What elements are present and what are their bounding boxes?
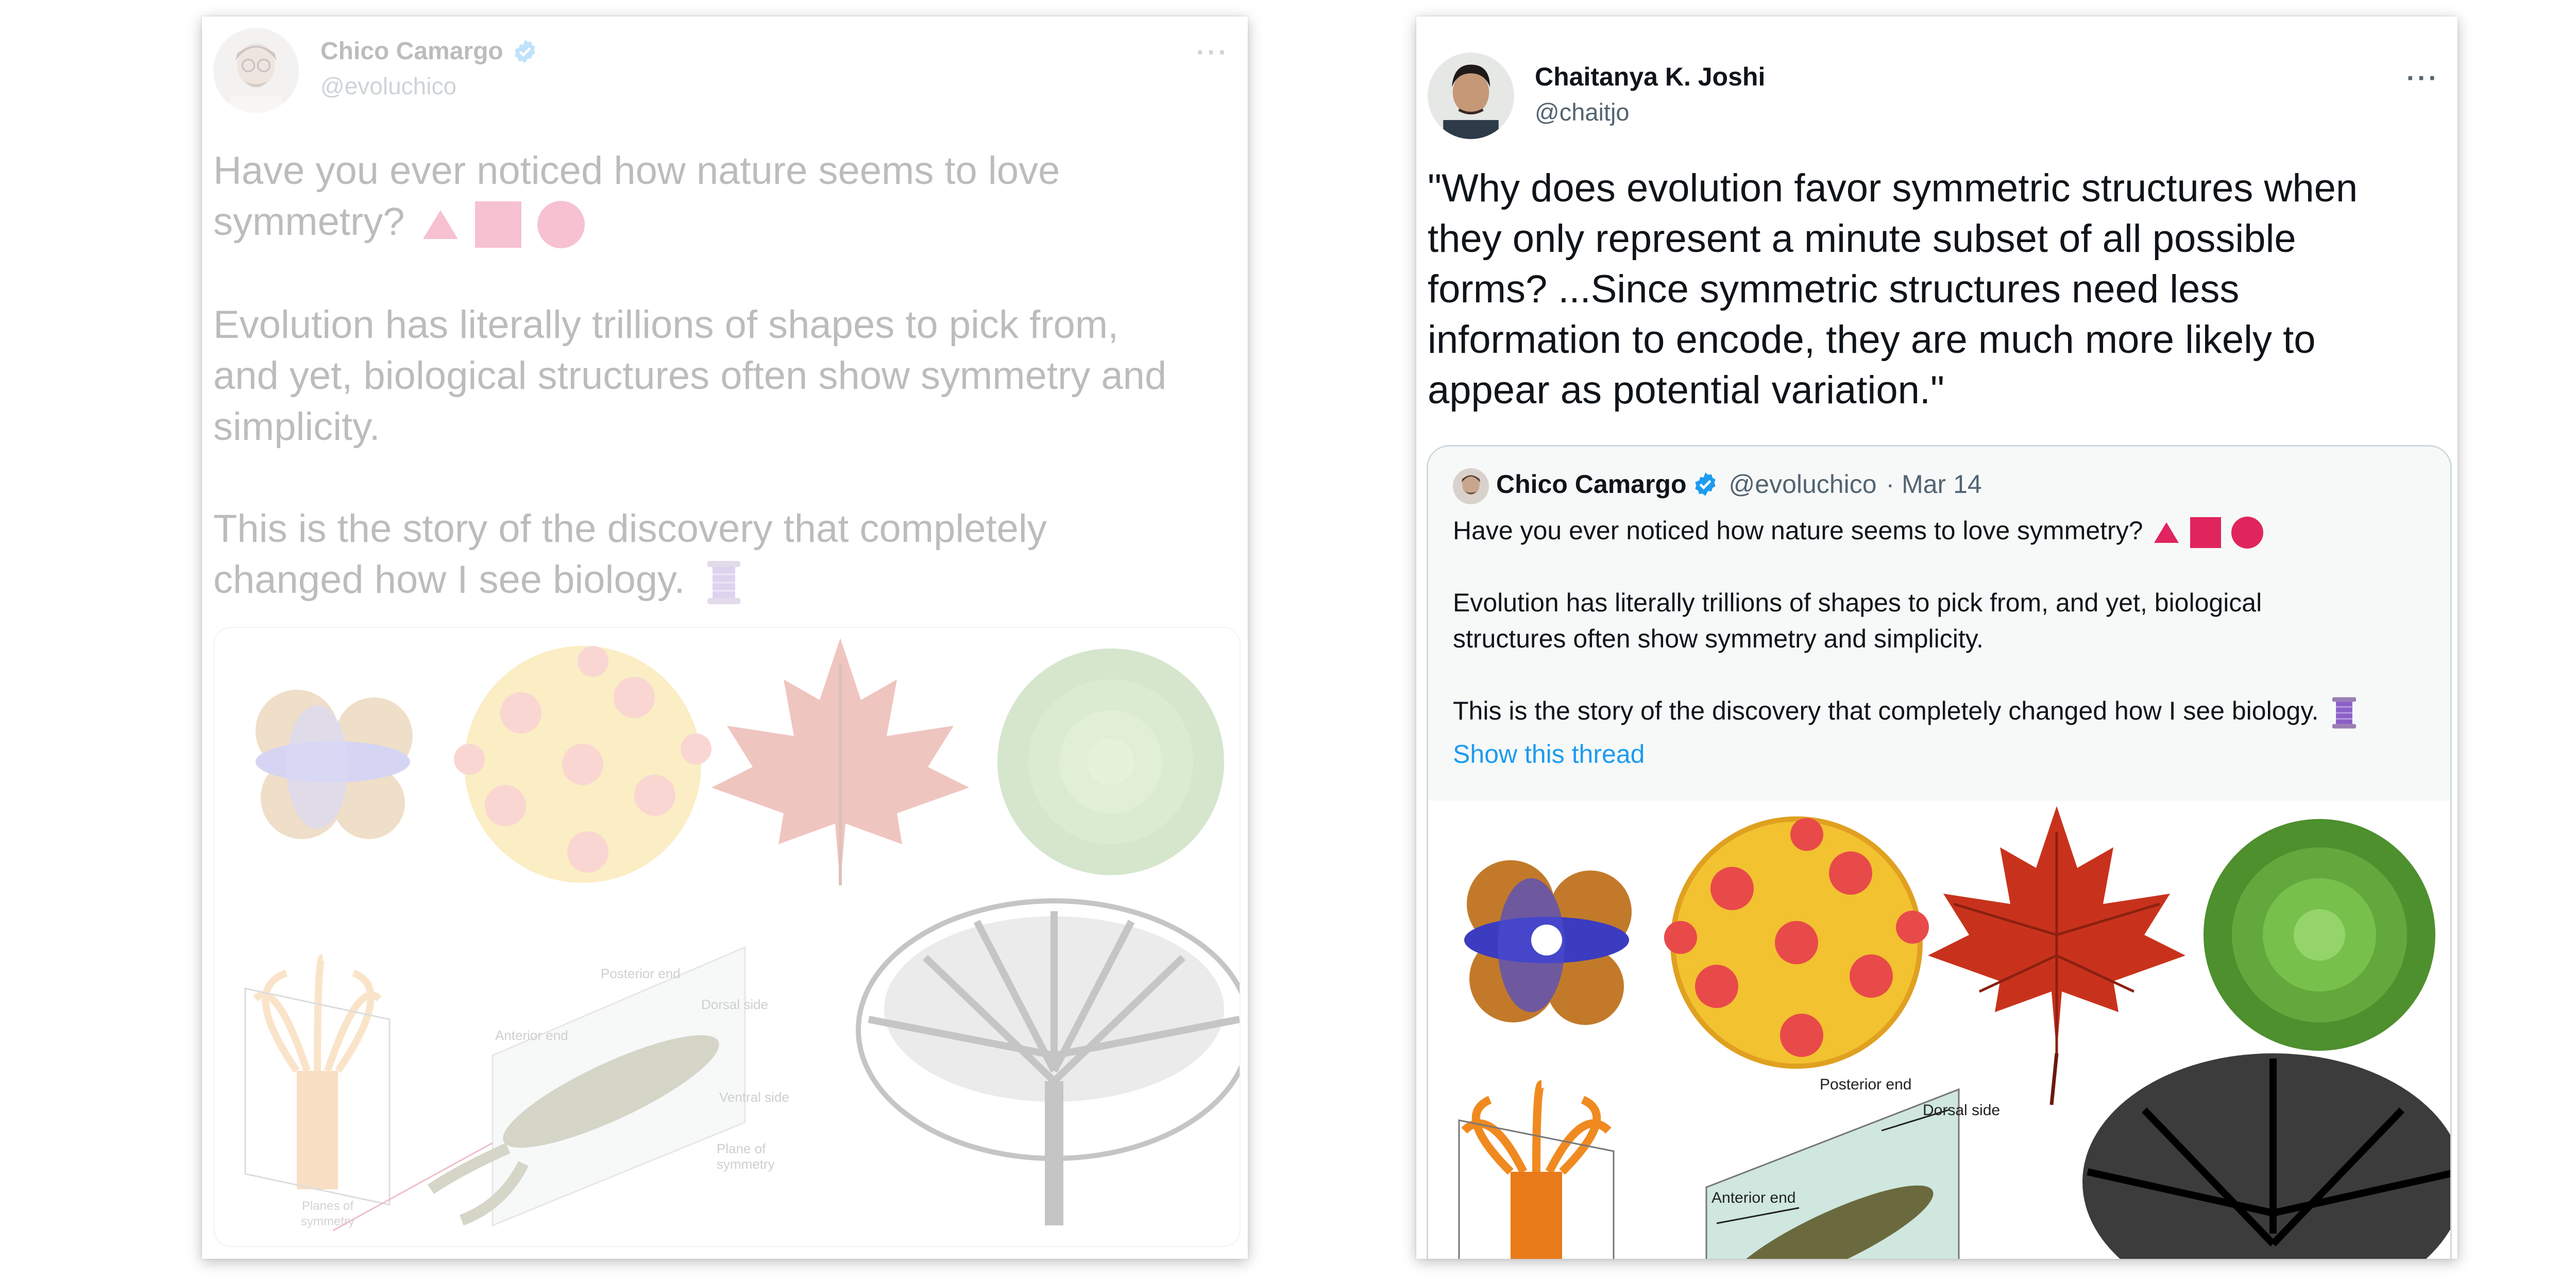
maple-leaf-image (711, 638, 969, 885)
posterior-end-label: Posterior end (1820, 1076, 1912, 1093)
tweet-line: information to encode, they are much more likely to (1428, 318, 2316, 362)
quoted-author-name[interactable]: Chico Camargo @evoluchico · Mar 14 (1496, 470, 1982, 499)
faded-tweet-content (202, 16, 1248, 1259)
more-options-icon[interactable]: ··· (2406, 63, 2439, 93)
quoted-tweet-line-2b: structures often show symmetry and simplicity. (1453, 624, 1984, 653)
protein-structure-image (1464, 860, 1632, 1025)
quoted-tweet-line-2a: Evolution has literally trillions of shapes to pick from, and yet, biological (1453, 588, 2262, 617)
show-thread-link[interactable]: Show this thread (1453, 740, 1645, 768)
plane-of-symmetry-label-2: symmetry (717, 1156, 775, 1172)
dorsal-side-label: Dorsal side (701, 997, 769, 1012)
author-handle[interactable]: @chaitjo (1535, 98, 1630, 126)
faded-tweet-card (202, 16, 1248, 1259)
more-options-icon[interactable]: ··· (1196, 38, 1229, 67)
author-name-text: Chico Camargo (320, 38, 503, 65)
planes-of-symmetry-label: Planes of (301, 1199, 354, 1213)
author-handle[interactable]: @evoluchico (320, 73, 457, 99)
protein-structure-image (256, 690, 413, 839)
tweet-paragraph-2: Evolution has literally trillions of shapes to pick from, and yet, biological structures often show symmetry and simplicity. (213, 302, 1167, 449)
crayfish-diagram-image (333, 947, 745, 1231)
thread-spool-icon (2331, 696, 2358, 729)
tweet-line: forms? ...Since symmetric structures need less (1428, 267, 2240, 311)
sea-anemone-image (245, 958, 389, 1205)
square-emoji-icon (2190, 517, 2221, 548)
circle-emoji-icon (2231, 517, 2263, 549)
quoted-tweet-line-3: This is the story of the discovery that completely changed how I see biology. (1453, 693, 2358, 729)
author-avatar[interactable] (1428, 53, 1514, 139)
verified-badge-icon (512, 38, 538, 65)
quote-tweet-card (1416, 16, 2458, 1259)
quoted-tweet-text-area (1428, 447, 2450, 801)
tweet-body (213, 145, 1233, 605)
tweet-line: "Why does evolution favor symmetric structures when (1428, 166, 2358, 210)
plane-of-symmetry-label: Plane of (717, 1141, 766, 1156)
verified-badge-icon (1692, 471, 1719, 498)
tweet-media-image[interactable] (213, 627, 1241, 1247)
author-name-text: Chaitanya K. Joshi (1535, 62, 1766, 91)
anterior-end-label: Anterior end (495, 1028, 568, 1043)
quoted-tweet-media-image[interactable] (1428, 801, 2450, 1259)
posterior-end-label: Posterior end (601, 966, 681, 981)
quoted-author-avatar (1453, 468, 1489, 504)
author-name[interactable] (320, 37, 538, 65)
tweet-line: they only represent a minute subset of all possible (1428, 217, 2296, 261)
triangle-emoji-icon (423, 210, 458, 239)
tweet-paragraph-1: Have you ever noticed how nature seems to love symmetry? (213, 145, 1233, 248)
thread-spool-icon (705, 560, 742, 605)
ventral-side-label: Ventral side (719, 1089, 789, 1105)
quoted-tweet[interactable] (1427, 445, 2452, 1259)
spiral-succulent-image (997, 648, 1224, 875)
tweet-body (1428, 163, 2453, 416)
planes-of-symmetry-label-2: symmetry (301, 1215, 354, 1228)
spiral-succulent-image (2204, 819, 2435, 1051)
square-emoji-icon (475, 201, 521, 248)
dorsal-side-label: Dorsal side (1923, 1102, 2001, 1119)
virus-capsid-image (454, 646, 711, 883)
anterior-end-label: Anterior end (1711, 1189, 1796, 1206)
circle-emoji-icon (537, 201, 585, 248)
tweet-paragraph-3: This is the story of the discovery that completely changed how I see biology. (213, 503, 1192, 605)
triangle-emoji-icon (2154, 522, 2179, 543)
author-avatar[interactable] (213, 28, 299, 113)
quoted-tweet-line-1: Have you ever noticed how nature seems to love symmetry? (1453, 513, 2263, 549)
author-name[interactable] (1535, 62, 1765, 92)
quoted-tweet-date: · Mar 14 (1886, 470, 1982, 499)
quoted-author-handle: @evoluchico (1728, 470, 1877, 499)
bare-tree-image (858, 901, 1240, 1225)
tweet-line: appear as potential variation." (1428, 368, 1944, 412)
